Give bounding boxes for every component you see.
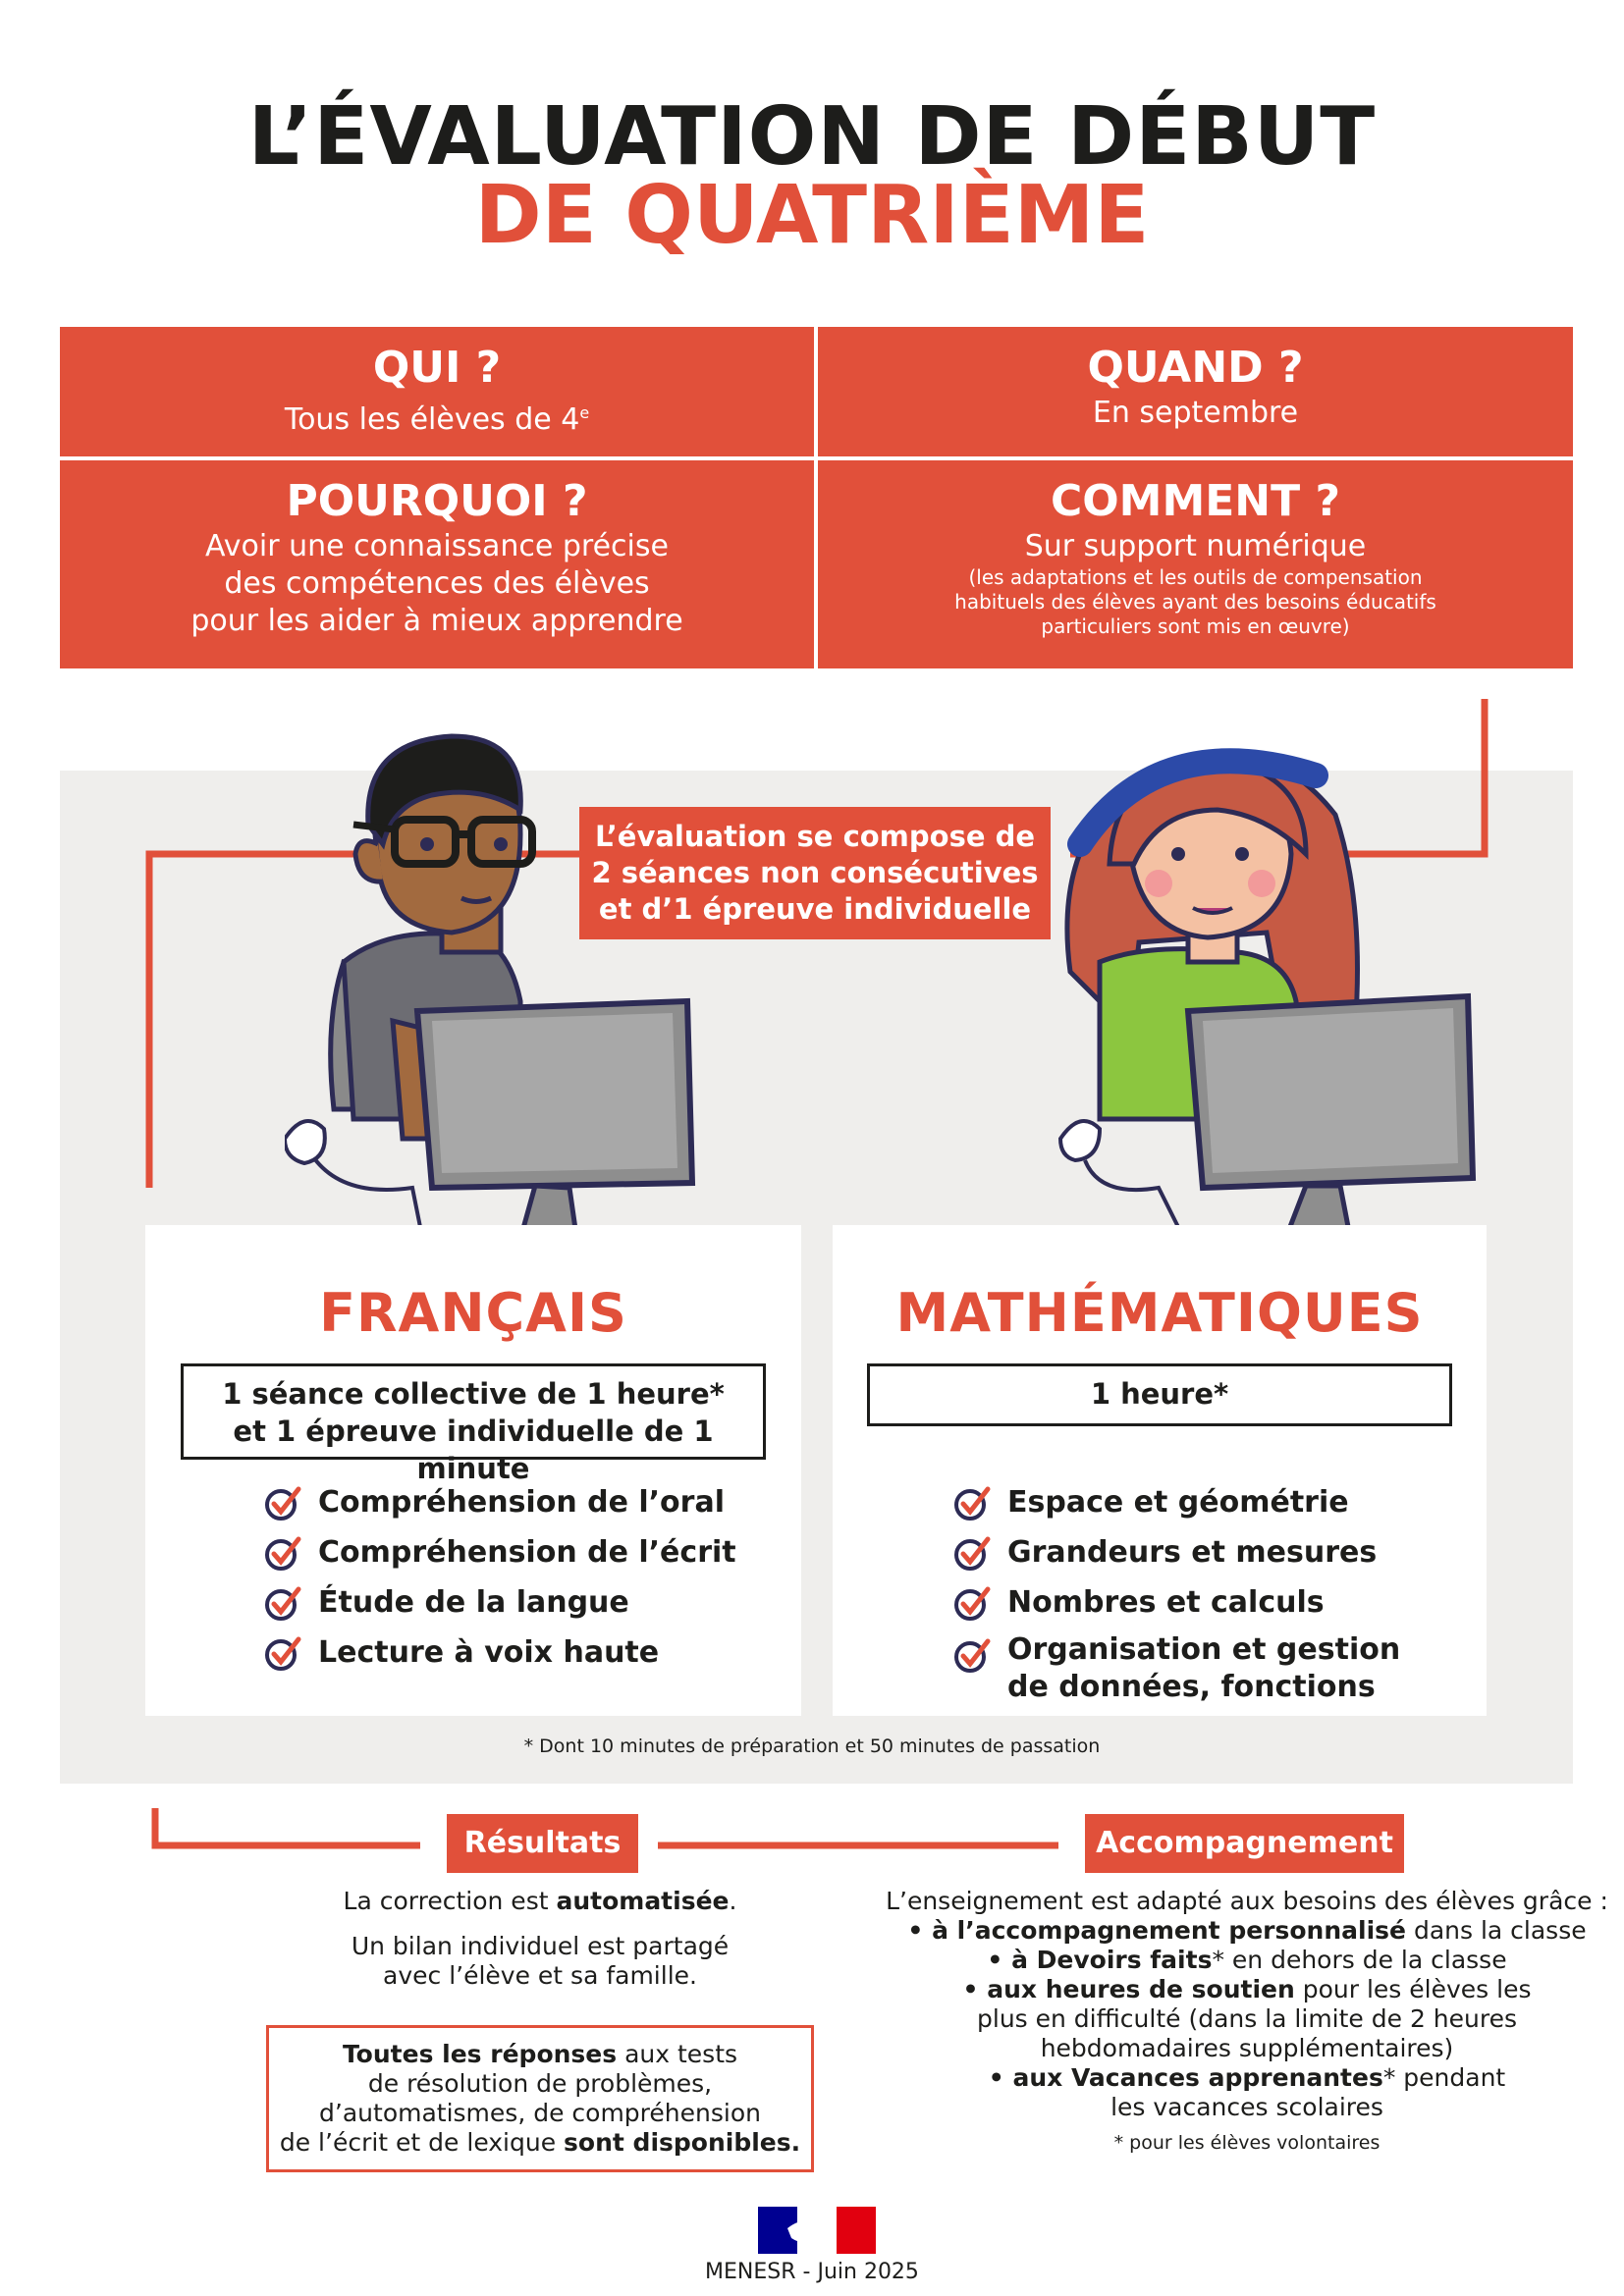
checkmark-icon bbox=[952, 1635, 992, 1675]
maths-list bbox=[833, 1477, 1487, 1706]
list-item bbox=[263, 1628, 801, 1678]
item-label: Compréhension de l’oral bbox=[318, 1484, 725, 1520]
comment-note: habituels des élèves ayant des besoins éducatifs bbox=[954, 590, 1436, 614]
francais-duration-line: et 1 épreuve individuelle de 1 minute bbox=[233, 1415, 714, 1485]
accompagnement-line: hebdomadaires supplémentaires) bbox=[1040, 2034, 1454, 2062]
pourquoi-line: pour les aider à mieux apprendre bbox=[190, 604, 683, 638]
qui-text: Tous les élèves de 4e bbox=[284, 402, 590, 437]
checkmark-icon bbox=[952, 1483, 992, 1522]
comment-note: (les adaptations et les outils de compensation bbox=[968, 565, 1423, 589]
francais-title: FRANÇAIS bbox=[319, 1282, 627, 1344]
list-item bbox=[263, 1477, 801, 1527]
checkmark-icon bbox=[952, 1533, 992, 1573]
list-item bbox=[952, 1577, 1487, 1628]
item-label: Compréhension de l’écrit bbox=[318, 1534, 736, 1570]
pourquoi-label: POURQUOI ? bbox=[286, 476, 588, 526]
comment-text: Sur support numérique bbox=[1024, 529, 1367, 563]
republique-francaise-logo bbox=[758, 2207, 876, 2254]
quand-text: En septembre bbox=[1092, 396, 1299, 430]
maths-panel bbox=[833, 1225, 1487, 1716]
student-girl-illustration bbox=[1041, 707, 1492, 1237]
resultats-box-line: d’automatismes, de compréhension bbox=[319, 2099, 761, 2127]
accompagnement-line: les vacances scolaires bbox=[1110, 2093, 1383, 2121]
maths-title: MATHÉMATIQUES bbox=[895, 1282, 1424, 1344]
resultats-tag: Résultats bbox=[447, 1814, 638, 1873]
resultats-p1: La correction est automatisée. bbox=[343, 1887, 737, 1915]
page-title: L’ÉVALUATION DE DÉBUT bbox=[247, 90, 1377, 184]
accompagnement-note: * pour les élèves volontaires bbox=[1113, 2132, 1380, 2154]
resultats-box-line: Toutes les réponses aux tests bbox=[342, 2040, 738, 2068]
list-item bbox=[952, 1628, 1487, 1706]
item-label: Étude de la langue bbox=[318, 1584, 629, 1620]
accompagnement-line: • à l’accompagnement personnalisé dans la classe bbox=[907, 1916, 1587, 1945]
item-label: Organisation et gestion bbox=[1007, 1632, 1401, 1667]
quand-label: QUAND ? bbox=[1087, 343, 1304, 393]
resultats-box-line: de l’écrit et de lexique sont disponibles. bbox=[279, 2128, 801, 2157]
pourquoi-line: Avoir une connaissance précise bbox=[205, 529, 669, 563]
francais-list bbox=[145, 1477, 801, 1678]
list-item bbox=[952, 1477, 1487, 1527]
composition-line: et d’1 épreuve individuelle bbox=[598, 892, 1032, 926]
item-label: de données, fonctions bbox=[1007, 1670, 1376, 1704]
maths-duration-box bbox=[867, 1363, 1452, 1426]
accompagnement-line: • aux heures de soutien pour les élèves les bbox=[962, 1975, 1532, 2003]
accompagnement-line: • à Devoirs faits* en dehors de la classe bbox=[987, 1946, 1507, 1974]
resultats-box-line: de résolution de problèmes, bbox=[367, 2069, 713, 2098]
checkmark-icon bbox=[952, 1583, 992, 1623]
footnote: * Dont 10 minutes de préparation et 50 minutes de passation bbox=[523, 1735, 1101, 1757]
qui-label: QUI ? bbox=[372, 343, 502, 393]
composition-line: 2 séances non consécutives bbox=[591, 856, 1039, 889]
francais-duration-box bbox=[181, 1363, 766, 1485]
maths-duration-line: 1 heure* bbox=[1090, 1377, 1229, 1411]
list-item bbox=[952, 1527, 1487, 1577]
list-item bbox=[263, 1577, 801, 1628]
resultats-p2 bbox=[295, 1932, 785, 1991]
accompagnement-line: • aux Vacances apprenantes* pendant bbox=[988, 2063, 1506, 2092]
pourquoi-line: des compétences des élèves bbox=[224, 566, 650, 601]
item-label: Espace et géométrie bbox=[1007, 1484, 1349, 1520]
checkmark-icon bbox=[263, 1583, 302, 1623]
item-label: Grandeurs et mesures bbox=[1007, 1534, 1378, 1570]
resultats-box bbox=[266, 2025, 814, 2172]
comment-note: particuliers sont mis en œuvre) bbox=[1041, 614, 1350, 638]
list-item bbox=[263, 1527, 801, 1577]
francais-panel bbox=[145, 1225, 801, 1716]
accompagnement-text bbox=[864, 1887, 1624, 2158]
student-boy-illustration bbox=[285, 726, 736, 1237]
accompagnement-tag: Accompagnement bbox=[1085, 1814, 1404, 1873]
page-subtitle: DE QUATRIÈME bbox=[474, 169, 1150, 262]
checkmark-icon bbox=[263, 1533, 302, 1573]
francais-duration-line: 1 séance collective de 1 heure* bbox=[222, 1377, 725, 1411]
accompagnement-line: L’enseignement est adapté aux besoins des élèves grâce : bbox=[886, 1887, 1608, 1915]
item-label: Lecture à voix haute bbox=[318, 1634, 660, 1670]
accompagnement-line: plus en difficulté (dans la limite de 2 heures bbox=[977, 2004, 1517, 2033]
composition-line: L’évaluation se compose de bbox=[594, 820, 1036, 853]
item-label: Nombres et calculs bbox=[1007, 1584, 1325, 1620]
footer-credit: MENESR - Juin 2025 bbox=[705, 2260, 919, 2284]
comment-label: COMMENT ? bbox=[1050, 476, 1340, 526]
checkmark-icon bbox=[263, 1483, 302, 1522]
checkmark-icon bbox=[263, 1633, 302, 1673]
resultats-p2-line: avec l’élève et sa famille. bbox=[383, 1961, 697, 1990]
resultats-p2-line: Un bilan individuel est partagé bbox=[351, 1932, 730, 1960]
